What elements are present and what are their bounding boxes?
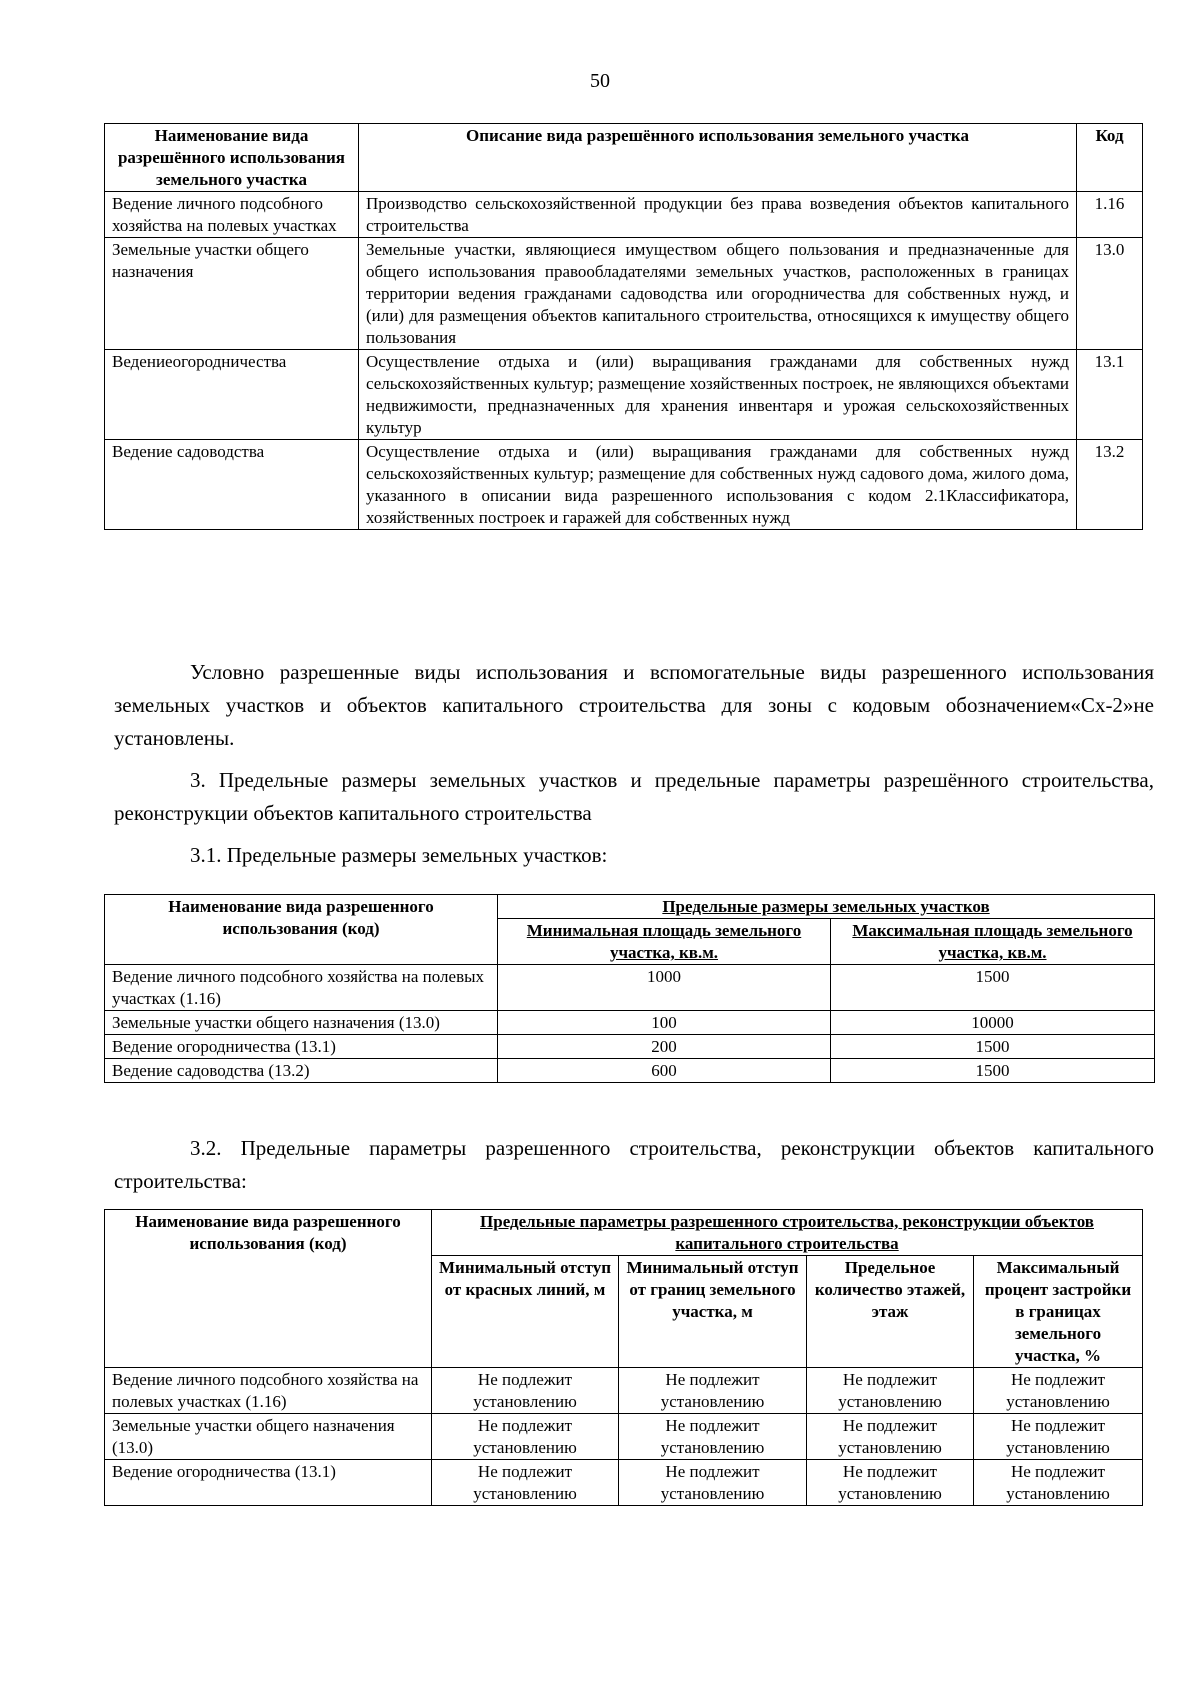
table-row (105, 440, 1143, 530)
min-area: 1000 (498, 965, 831, 1011)
table-row (105, 350, 1143, 440)
header-floor-limit: Предельное количество этажей, этаж (807, 1256, 974, 1368)
page-number: 50 (590, 70, 610, 92)
header-parameters-group-text: Предельные параметры разрешенного строительства, реконструкции объектов капитального строительства (480, 1212, 1094, 1253)
use-name: Земельные участки общего назначения (105, 238, 359, 350)
table-row (105, 1035, 1155, 1059)
header-size-group: Предельные размеры земельных участков (498, 895, 1155, 919)
table-row (105, 965, 1155, 1011)
use-name: Ведение огородничества (13.1) (105, 1460, 432, 1506)
use-name: Земельные участки общего назначения (13.0) (105, 1414, 432, 1460)
header-max-area: Максимальная площадь земельного участка, кв.м. (831, 919, 1155, 965)
header-use-name: Наименование вида разрешённого использования земельного участка (105, 124, 359, 192)
table-header-row (105, 895, 1155, 919)
use-name: Ведение садоводства (105, 440, 359, 530)
table-header-row (105, 124, 1143, 192)
floor-limit: Не подлежит установлению (807, 1460, 974, 1506)
use-code: 13.0 (1077, 238, 1143, 350)
header-use-name: Наименование вида разрешенного использования (код) (105, 895, 498, 965)
max-area: 1500 (831, 1035, 1155, 1059)
use-name: Ведение огородничества (13.1) (105, 1035, 498, 1059)
plot-size-table (104, 894, 1155, 1083)
coverage-percent: Не подлежит установлению (974, 1460, 1143, 1506)
max-area: 1500 (831, 1059, 1155, 1083)
header-min-area: Минимальная площадь земельного участка, кв.м. (498, 919, 831, 965)
section-3-2-heading: 3.2. Предельные параметры разрешенного строительства, реконструкции объектов капитального строительства: (114, 1136, 1154, 1193)
table-row (105, 1059, 1155, 1083)
header-red-line-setback: Минимальный отступ от красных линий, м (432, 1256, 619, 1368)
floor-limit: Не подлежит установлению (807, 1368, 974, 1414)
table-row (105, 1414, 1143, 1460)
use-name: Ведение личного подсобного хозяйства на полевых участках (105, 192, 359, 238)
red-line-setback: Не подлежит установлению (432, 1414, 619, 1460)
table-row (105, 1368, 1143, 1414)
use-description: Земельные участки, являющиеся имуществом общего пользования и предназначенные для общего использования правообладателями земельных участков, расположенных в границах территории ведения гражданами садоводства или огородничества для собственных нужд, и (или) для размещения объектов капитального строительства, относящихся к имуществу общего пользования (359, 238, 1077, 350)
table-row (105, 192, 1143, 238)
coverage-percent: Не подлежит установлению (974, 1414, 1143, 1460)
header-boundary-setback: Минимальный отступ от границ земельного участка, м (619, 1256, 807, 1368)
red-line-setback: Не подлежит установлению (432, 1368, 619, 1414)
header-coverage-percent: Максимальный процент застройки в границах земельного участка, % (974, 1256, 1143, 1368)
red-line-setback: Не подлежит установлению (432, 1460, 619, 1506)
floor-limit: Не подлежит установлению (807, 1414, 974, 1460)
section-3-heading: 3. Предельные размеры земельных участков и предельные параметры разрешённого строительства, реконструкции объектов капитального строительства (114, 768, 1154, 825)
table-row (105, 1011, 1155, 1035)
use-code: 13.2 (1077, 440, 1143, 530)
header-use-name: Наименование вида разрешенного использования (код) (105, 1210, 432, 1368)
max-area: 1500 (831, 965, 1155, 1011)
use-name: Ведениеогородничества (105, 350, 359, 440)
header-code: Код (1077, 124, 1143, 192)
construction-parameters-table (104, 1209, 1143, 1506)
max-area: 10000 (831, 1011, 1155, 1035)
boundary-setback: Не подлежит установлению (619, 1368, 807, 1414)
header-use-description: Описание вида разрешённого использования земельного участка (359, 124, 1077, 192)
boundary-setback: Не подлежит установлению (619, 1414, 807, 1460)
use-name: Земельные участки общего назначения (13.0) (105, 1011, 498, 1035)
use-code: 1.16 (1077, 192, 1143, 238)
conditional-uses-paragraph: Условно разрешенные виды использования и вспомогательные виды разрешенного использования земельных участков и объектов капитального строительства для зоны с кодовым обозначением«Сх-2»не установлены. (114, 660, 1154, 750)
min-area: 100 (498, 1011, 831, 1035)
use-description: Осуществление отдыха и (или) выращивания гражданами для собственных нужд сельскохозяйственных культур; размещение для собственных нужд садового дома, жилого дома, указанного в описании вида разрешенного использования с кодом 2.1Классификатора, хозяйственных построек и гаражей для собственных нужд (359, 440, 1077, 530)
use-description: Производство сельскохозяйственной продукции без права возведения объектов капитального строительства (359, 192, 1077, 238)
table-header-row (105, 1210, 1143, 1256)
boundary-setback: Не подлежит установлению (619, 1460, 807, 1506)
table-row (105, 1460, 1143, 1506)
min-area: 200 (498, 1035, 831, 1059)
section-3-1-heading: 3.1. Предельные размеры земельных участков: (190, 843, 608, 867)
use-description: Осуществление отдыха и (или) выращивания гражданами для собственных нужд сельскохозяйственных культур; размещение хозяйственных построек, не являющихся объектами недвижимости, предназначенных для хранения инвентаря и урожая сельскохозяйственных культур (359, 350, 1077, 440)
use-code: 13.1 (1077, 350, 1143, 440)
coverage-percent: Не подлежит установлению (974, 1368, 1143, 1414)
use-name: Ведение личного подсобного хозяйства на полевых участках (1.16) (105, 1368, 432, 1414)
use-name: Ведение садоводства (13.2) (105, 1059, 498, 1083)
use-name: Ведение личного подсобного хозяйства на полевых участках (1.16) (105, 965, 498, 1011)
header-parameters-group (432, 1210, 1143, 1256)
min-area: 600 (498, 1059, 831, 1083)
permitted-use-table (104, 123, 1143, 530)
table-row (105, 238, 1143, 350)
